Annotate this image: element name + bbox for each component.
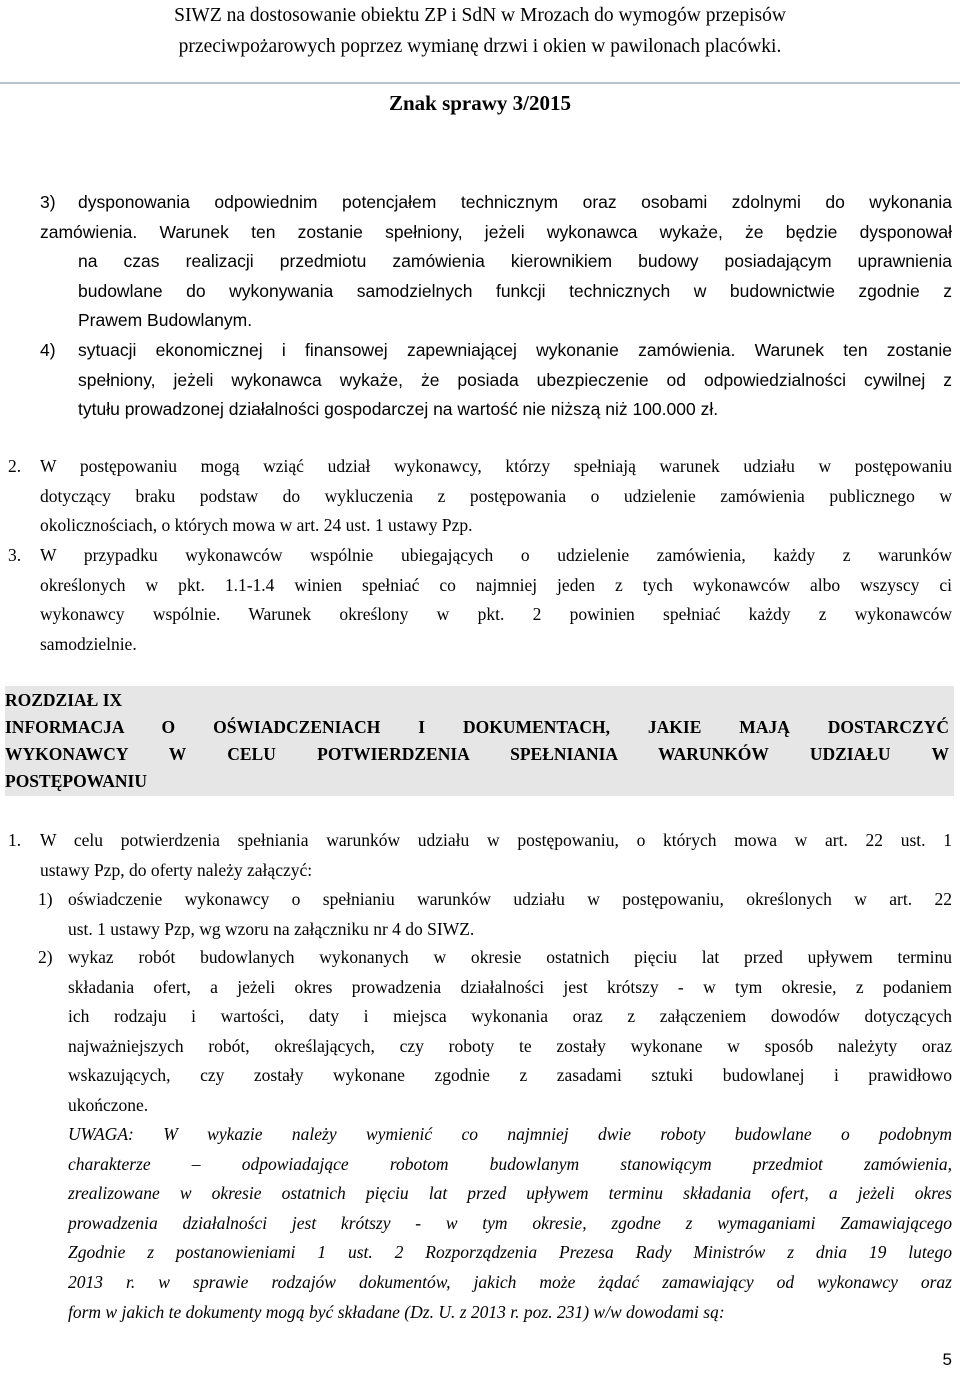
point-2-line: okolicznościach, o których mowa w art. 24 ust. 1 ustawy Pzp. [40,515,473,536]
point-2-number: 2. [8,456,22,476]
item-4-number: 4) [40,340,56,360]
note-block [68,1120,952,1327]
header-line-2: przeciwpożarowych poprzez wymianę drzwi i okien w pawilonach placówki. [178,36,782,57]
header-line-1: SIWZ na dostosowanie obiektu ZP i SdN w Mrozach do wymogów przepisów [174,5,786,26]
point-3-text [40,541,952,659]
note-line: prowadzenia działalności jest krótszy - w tym okresie, zgodne z wymaganiami Zamawiającego [68,1212,952,1233]
sub-item-1-text [68,885,952,944]
section-title: ROZDZIAŁ IX [5,690,123,710]
point-2-line: dotyczący braku podstaw do wykluczenia z postępowania o udzielenie zamówienia publicznego w [40,485,952,506]
sub-item-2-line: wykaz robót budowlanych wykonanych w okresie ostatnich pięciu lat przed upływem terminu [68,947,952,967]
sub-item-2-line: wskazujących, czy zostały wykonane zgodnie z zasadami sztuki budowlanej i prawidłowo [68,1065,952,1086]
point-3-line: wykonawcy wspólnie. Warunek określony w pkt. 2 powinien spełniać każdy z wykonawców [40,604,952,625]
section-point-1-number: 1. [8,830,22,850]
section-subtitle-line: POSTĘPOWANIU [5,771,147,791]
point-3-line: określonych w pkt. 1.1-1.4 winien spełniać co najmniej jeden z tych wykonawców albo wszyscy ci [40,574,952,595]
note-line: form w jakich te dokumenty mogą być składane (Dz. U. z 2013 r. poz. 231) w/w dowodami są: [68,1301,725,1322]
section-subtitle [5,714,949,795]
item-4-text [78,336,952,425]
point-3-number: 3. [8,545,22,565]
item-4-line: sytuacji ekonomicznej i finansowej zapewniającej wykonanie zamówienia. Warunek ten zostanie [78,340,952,360]
item-3-text [40,188,952,336]
section-subtitle-line: WYKONAWCY W CELU POTWIERDZENIA SPEŁNIANIA WARUNKÓW UDZIAŁU W [5,744,949,764]
sub-item-2-number: 2) [38,947,53,967]
document-header [0,0,960,80]
point-3-line: W przypadku wykonawców wspólnie ubiegających o udzielenie zamówienia, każdy z warunków [40,545,952,565]
header-divider [0,82,960,84]
note-line: UWAGA: W wykazie należy wymienić co najmniej dwie roboty budowlane o podobnym [68,1124,952,1144]
note-line: Zgodnie z postanowieniami 1 ust. 2 Rozporządzenia Prezesa Rady Ministrów z dnia 19 lutego [68,1242,952,1263]
point-3-line: samodzielnie. [40,633,137,654]
note-line: charakterze – odpowiadające robotom budowlanym stanowiącym przedmiot zamówienia, [68,1153,952,1174]
item-3-number: 3) [40,192,56,212]
note-line: zrealizowane w okresie ostatnich pięciu lat przed upływem terminu składania ofert, a jeżeli okres [68,1183,952,1204]
section-point-1-text [40,826,952,885]
point-2-line: W postępowaniu mogą wziąć udział wykonawcy, którzy spełniają warunek udziału w postępowaniu [40,456,952,476]
item-4-line: spełniony, jeżeli wykonawca wykaże, że posiada ubezpieczenie od odpowiedzialności cywilnej z [78,369,952,390]
item-3-line: zamówienia. Warunek ten zostanie spełniony, jeżeli wykonawca wykaże, że będzie dysponował [40,221,952,242]
item-4-line: tytułu prowadzonej działalności gospodarczej na wartość nie niższą niż 100.000 zł. [78,399,719,420]
sub-item-2-line: najważniejszych robót, określających, czy roboty te zostały wykonane w sposób należyty oraz [68,1035,952,1056]
sub-item-1-number: 1) [38,889,53,909]
section-subtitle-line: INFORMACJA O OŚWIADCZENIACH I DOKUMENTACH, JAKIE MAJĄ DOSTARCZYĆ [5,717,949,737]
item-3-line: budowlane do wykonywania samodzielnych funkcji technicznych w budownictwie zgodnie z [78,280,952,301]
note-line: 2013 r. w sprawie rodzajów dokumentów, jakich może żądać zamawiający od wykonawcy oraz [68,1271,952,1292]
sub-item-2-line: ich rodzaju i wartości, daty i miejsca wykonania oraz z załączeniem dowodów dotyczących [68,1006,952,1027]
item-3-line: Prawem Budowlanym. [78,310,253,331]
section-point-1-line: W celu potwierdzenia spełniania warunków udziału w postępowaniu, o których mowa w art. 22 ust. 1 [40,830,952,850]
sub-item-2-text [68,943,952,1121]
sub-item-2-line: składania ofert, a jeżeli okres prowadzenia działalności jest krótszy - w tym okresie, z podaniem [68,976,952,997]
case-number: Znak sprawy 3/2015 [388,91,572,115]
sub-item-2-line: ukończone. [68,1094,149,1115]
item-3-line: dysponowania odpowiednim potencjałem technicznym oraz osobami zdolnymi do wykonania [78,192,952,212]
point-2-text [40,452,952,541]
page-number: 5 [942,1350,952,1369]
sub-item-1-line: ust. 1 ustawy Pzp, wg wzoru na załączniku nr 4 do SIWZ. [68,918,475,939]
sub-item-1-line: oświadczenie wykonawcy o spełnianiu warunków udziału w postępowaniu, określonych w art. 22 [68,889,952,909]
item-3-line: na czas realizacji przedmiotu zamówienia kierownikiem budowy posiadającym uprawnienia [78,251,952,272]
section-point-1-line: ustawy Pzp, do oferty należy załączyć: [40,859,313,880]
